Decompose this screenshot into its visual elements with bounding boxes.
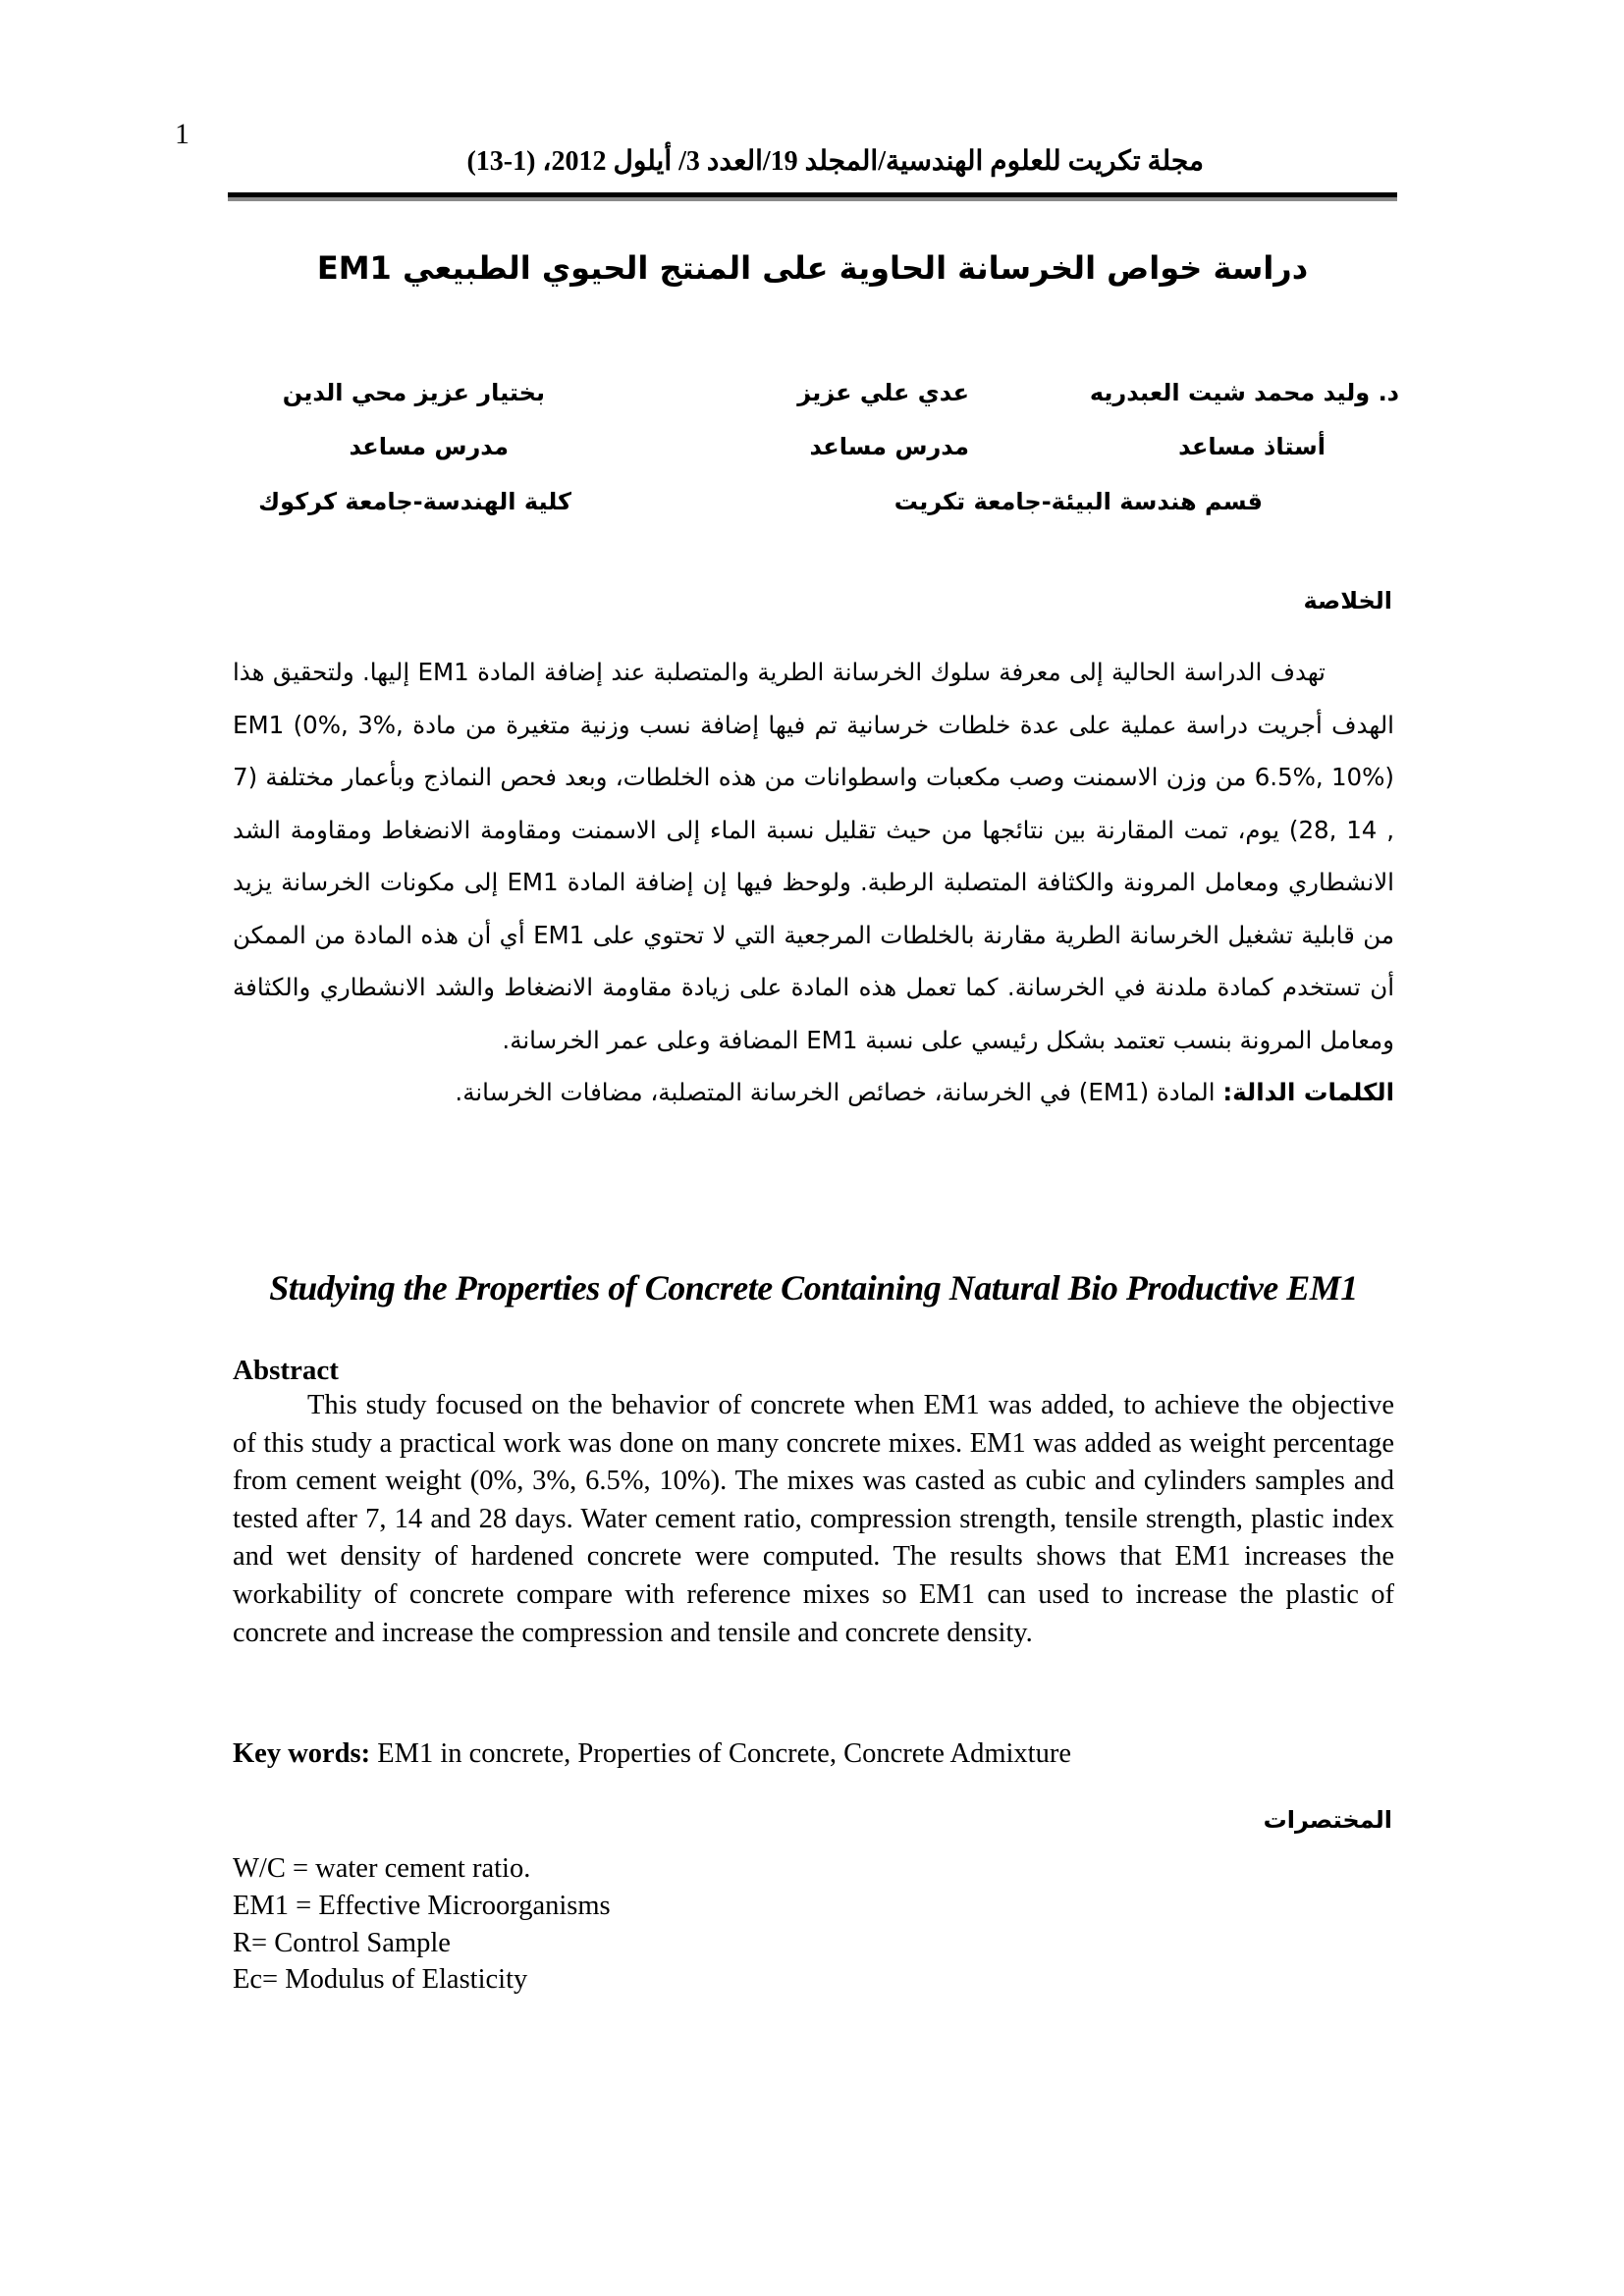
arabic-abstract-body: تهدف الدراسة الحالية إلى معرفة سلوك الخرسانة الطرية والمتصلبة عند إضافة المادة EM1 إليها. ولتحقيق هذا الهدف أجريت دراسة عملية على عدة خلطات خرسانية تم فيها إضافة نسب وزنية متغيرة من مادة EM1 (0%, 3%, 6.5%, 10%) من وزن الاسمنت وصب مكعبات واسطوانات من هذه الخلطات، وبعد فحص النماذج وبأعمار مختلفة (7 , 14 ,28) يوم، تمت المقارنة بين نتائجها من حيث تقليل نسبة الماء إلى الاسمنت ومقاومة الانضغاط ومقاومة الشد الانشطاري ومعامل المرونة والكثافة المتصلبة الرطبة. ولوحظ فيها إن إضافة المادة EM1 إلى مكونات الخرسانة يزيد من قابلية تشغيل الخرسانة الطرية مقارنة بالخلطات المرجعية التي لا تحتوي على EM1 أي أن هذه المادة من الممكن أن تستخدم كمادة ملدنة في الخرسانة. كما تعمل هذه المادة على زيادة مقاومة الانضغاط والشد الانشطاري والكثافة ومعامل المرونة بنسب تعتمد بشكل رئيسي على نسبة EM1 المضافة وعلى عمر الخرسانة.	[233, 658, 1395, 1054]
affiliation-tikrit: قسم هندسة البيئة-جامعة تكريت	[893, 488, 1263, 515]
english-keywords-text: EM1 in concrete, Properties of Concrete, Concrete Admixture	[370, 1738, 1071, 1769]
arabic-keywords-text: المادة (EM1) في الخرسانة، خصائص الخرسانة المتصلبة، مضافات الخرسانة.	[455, 1078, 1216, 1106]
author-name-2: عدي علي عزيز	[797, 379, 969, 406]
author-title-2: مدرس مساعد	[809, 433, 969, 460]
abbreviation-item: EM1 = Effective Microorganisms	[233, 1890, 611, 1921]
author-name-3: بختيار عزيز محي الدين	[282, 379, 545, 406]
journal-header: مجلة تكريت للعلوم الهندسية/المجلد 19/العدد 3/ أيلول 2012، (1-13)	[466, 146, 1204, 177]
abbreviations-list	[233, 1850, 611, 1999]
arabic-keywords-label: الكلمات الدالة:	[1222, 1078, 1394, 1106]
english-abstract-body: This study focused on the behavior of concrete when EM1 was added, to achieve the objective of this study a practical work was done on many concrete mixes. EM1 was added as weight percentage from cement weight (0%, 3%, 6.5%, 10%). The mixes was casted as cubic and cylinders samples and tested after 7, 14 and 28 days. Water cement ratio, compression strength, tensile strength, plastic index and wet density of hardened concrete were computed. The results shows that EM1 increases the workability of concrete compare with reference mixes so EM1 can used to increase the plastic of concrete and increase the compression and tensile and concrete density.	[233, 1390, 1394, 1648]
abbreviation-item: R= Control Sample	[233, 1927, 451, 1958]
arabic-title: دراسة خواص الخرسانة الحاوية على المنتج الحيوي الطبيعي EM1	[316, 249, 1309, 287]
arabic-keywords	[233, 1066, 1394, 1119]
author-title-3: مدرس مساعد	[349, 433, 509, 460]
author-title-1: أستاذ مساعد	[1178, 433, 1326, 460]
english-keywords-label: Key words:	[233, 1738, 371, 1769]
abbreviation-item: Ec= Modulus of Elasticity	[233, 1964, 528, 1996]
english-title: Studying the Properties of Concrete Containing Natural Bio Productive EM1	[269, 1268, 1358, 1308]
english-keywords	[233, 1737, 1071, 1771]
arabic-abstract	[233, 646, 1394, 1119]
english-abstract-heading: Abstract	[233, 1355, 339, 1386]
arabic-abstract-heading: الخلاصة	[1303, 587, 1392, 614]
abbreviation-item: W/C = water cement ratio.	[233, 1853, 531, 1884]
abbreviations-heading: المختصرات	[1263, 1806, 1392, 1834]
author-name-1: د. وليد محمد شيت العبدريه	[1089, 379, 1399, 406]
affiliation-kirkuk: كلية الهندسة-جامعة كركوك	[258, 488, 571, 515]
page-number: 1	[175, 118, 189, 150]
header-rule-shadow	[228, 197, 1397, 201]
